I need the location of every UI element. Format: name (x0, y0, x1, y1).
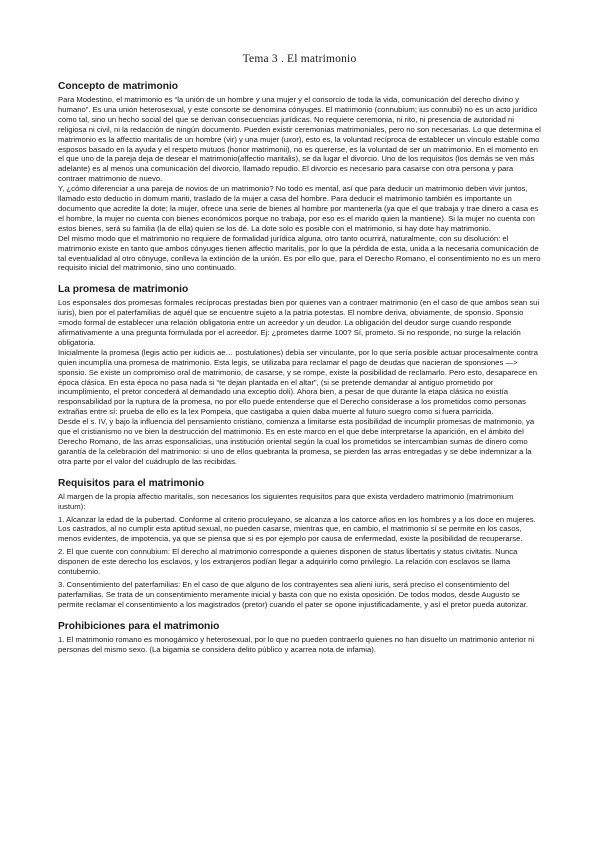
section-heading: Prohibiciones para el matrimonio (58, 620, 220, 632)
paragraph: 1. El matrimonio romano es monogámico y heterosexual, por lo que no pueden contraerlo quienes no han disuelto un matrimonio anterior ni personas del mismo sexo. (La bigamia se considera delito público y acarrea nota de infamia). (58, 634, 535, 654)
paragraph: Y, ¿cómo diferenciar a una pareja de novios de un matrimonio? No todo es mental, así que para deducir un matrimonio deben vivir juntos, llamado esto deductio in domum mariti, traslado de la mujer a casa del hombre. Para deducir el matrimonio también es importante un documento que acredite la dote; la mujer, ofrece una serie de bienes al hombre por mantenerla (ya que el que trabaja y trae dinero a casa es el hombre, la mujer no cuenta con bienes económicos porque no trabaja, por eso es el marido quien la mantiene). Si la mujer no cuenta con estos bienes, será su familia (la de ella) quien se los dé. La dote solo es posible con el matrimonio, si hay dote hay matrimonio. (58, 184, 539, 233)
paragraph: 1. Alcanzar la edad de la pubertad. Conforme al criterio proculeyano, se alcanza a los catorce años en los hombres y a los doce en mujeres. Los castrados, al no cumplir esta aptitud sexual, no pueden casarse, mientras que, en cambio, el matrimonio sí se permite en los casos, menos evidentes, de impotencia, ya que se piensa que si es por ejemplo por causa de enfermedad, existe la posibilidad de recuperarse. (58, 514, 536, 544)
section-concepto (58, 81, 541, 273)
paragraph: Del mismo modo que el matrimonio no requiere de formalidad jurídica alguna, otro tanto ocurrirá, naturalmente, con su disolución: el matrimonio existe en tanto que ambos cónyuges tienen affectio maritalis, por lo que la pérdida de esta, unida a la necesaria comunicación de tal eventualidad al otro cónyuge, conlleva la extinción de la unión. Es por ello que, para el Derecho Romano, el consentimiento no es un mero requisito inicial del matrimonio, sino uno continuado. (58, 233, 541, 273)
paragraph: Inicialmente la promesa (legis actio per iudicis ae… postulationes) debía ser vinculante, por lo que sería posible actuar procesalmente contra quien incumplía una promesa de matrimonio. Esta legis, se utilizaba para reclamar el pago de deudas que nacieran de sponsiones —> sponsio. Se existe un compromiso oral de matrimonio, de casarse, y se rompe, existe la posibilidad de reclamarlo. Pero esto, desaparece en época clásica. En esta época no pasa nada si “te dejan plantada en el altar”, (si se pretende demandar al antiguo prometido por incumplimiento, el pretor concederá al demandado una exceptio doli). Ahora bien, a pesar de que durante la etapa clásica no existía responsabilidad por la ruptura de la promesa, no por ello puede entenderse que el Derecho considerase a los prometidos como personas extrañas entre sí: prueba de ello es la lex Pompeia, que castigaba a quien daba muerte al futuro suegro como si fuera parricida. (58, 347, 538, 417)
section-requisitos (58, 478, 541, 610)
section-heading: Requisitos para el matrimonio (58, 477, 205, 489)
paragraph: 3. Consentimiento del paterfamilias: En el caso de que alguno de los contrayentes sea alieni iuris, será preciso el consentimiento del paterfamilias. Se trata de un consentimiento meramente inicial y basta con que no exista oposición. De todos modos, desde Augusto se permite reclamar el consentimiento a los magistrados (pretor) cuando el pater se opone injustificadamente, y así el pretor pueda autorizar. (58, 579, 529, 609)
section-promesa (58, 284, 541, 466)
paragraph: 2. El que cuente con connubium: El derecho al matrimonio corresponde a quienes disponen de status libertatis y status civitatis. Nunca disponen de este derecho los esclavos, y los extranjeros podían llegar a adquirirlo como privilegio. La relación con esclavos se llama contubernio. (58, 547, 518, 577)
section-heading: Concepto de matrimonio (58, 81, 178, 92)
document-title: Tema 3 . El matrimonio (242, 53, 357, 65)
section-heading: La promesa de matrimonio (58, 284, 189, 296)
paragraph: Para Modestino, el matrimonio es “la unión de un hombre y una mujer y el consorcio de toda la vida, comunicación del derecho divino y humano”. Es una unión heterosexual, y este consorte se denomina cónyuges. El matrimonio (connubium; ius connubii) no es un acto jurídico como tal, sino un hecho social del que se derivan consecuencias jurídicas. No requiere ceremonia, ni rito, ni presencia de autoridad ni religiosa ni civil, ni la redacción de ningún documento. Pueden existir ceremonias matrimoniales, pero no son necesarias. Lo que determina el matrimonio es la affectio maritalis de un hombre (vir) y una mujer (uxor), esto es, la voluntad recíproca de establecer un vínculo estable como esposos basado en la ayuda y el respeto mutuos (honor matrimonii), no es quererse, es la voluntad de ser un matrimonio. En el momento en el que uno de la pareja deja de desear el matrimonio(affectio maritalis), se da lugar el divorcio. Uno de los requisitos (los demás se ven más adelante) es al menos una comunicación del divorcio, llamado repudio. El divorcio es necesario para casarse con otra persona y para contraer matrimonio de nuevo. (58, 95, 541, 184)
paragraph: Desde el s. IV, y bajo la influencia del pensamiento cristiano, comienza a limitarse esta posibilidad de incumplir promesas de matrimonio, ya que el cristianismo no ve bien la destrucción del matrimonio. Es en este marco en el que debe interpretarse la aparición, en el ámbito del Derecho Romano, de las arras esponsalicias, una institución oriental según la cual los prometidos se intercambian sumas de dinero como garantía de la celebración del matrimonio: si uno de ellos quebranta la promesa, se pierden las arras entregadas y se debe indemnizar a la otra parte por el valor del cuádruplo de las recibidas. (58, 417, 535, 466)
paragraph: Al margen de la propia affectio maritalis, son necesarios los siguientes requisitos para que exista verdadero matrimonio (matrimonium iustum): (58, 491, 514, 511)
section-prohibiciones (58, 621, 541, 655)
paragraph: Los esponsales dos promesas formales recíprocas prestadas bien por quienes van a contraer matrimonio (en el caso de que ambos sean sui iuris), bien por el paterfamilias de aquél que se encuentre sujeto a la patria potestas. El nombre deriva, obviamente, de sponsio. Sponsio =modo formal de establecer una relación obligatoria entre un acreedor y un deudor. La obligación del deudor surge cuando responde afirmativamente a una pregunta formulada por el acreedor. Ej: ¿prometes darme 100? Sí, prometo. Si no responde, no surge la relación obligatoria. (58, 298, 540, 347)
